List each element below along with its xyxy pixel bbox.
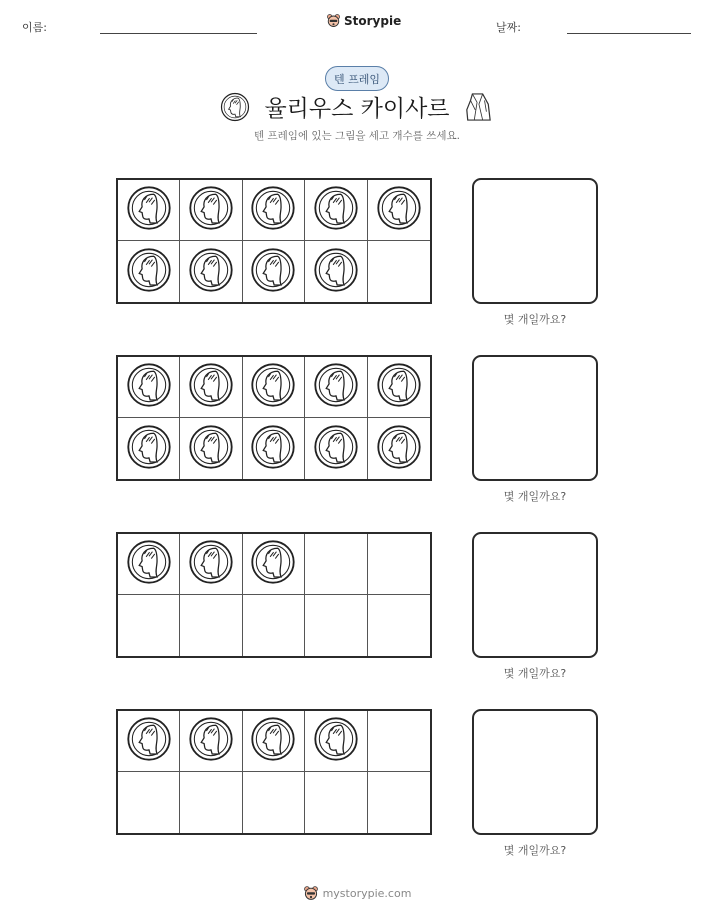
storypie-mascot-icon [326, 13, 341, 28]
ten-frame-1 [116, 178, 432, 304]
ten-frame-cell [180, 180, 242, 241]
ten-frame-cell [118, 711, 180, 772]
ten-frame-cell [243, 418, 305, 479]
ten-frame-cell [243, 241, 305, 302]
ten-frame-cell [118, 534, 180, 595]
caesar-coin-icon [250, 362, 296, 412]
ten-frame-cell [368, 534, 430, 595]
ten-frame-cell [243, 595, 305, 656]
caesar-coin-icon [188, 185, 234, 235]
caesar-coin-icon [313, 185, 359, 235]
ten-frame-cell [368, 241, 430, 302]
ten-frame-cell [305, 357, 367, 418]
ten-frame-cell [368, 418, 430, 479]
ten-frame-cell [180, 357, 242, 418]
ten-frame-cell [243, 180, 305, 241]
caesar-coin-icon [250, 539, 296, 589]
question-label-2: 몇 개일까요? [503, 490, 567, 503]
ten-frame-cell [305, 772, 367, 833]
ten-frame-cell [243, 357, 305, 418]
ten-frame-cell [368, 711, 430, 772]
ten-frame-cell [368, 180, 430, 241]
ten-frame-cell [180, 418, 242, 479]
ten-frame-cell [243, 534, 305, 595]
ten-frame-cell [368, 772, 430, 833]
caesar-coin-icon [126, 424, 172, 474]
date-label: 날짜: [496, 21, 521, 34]
caesar-coin-icon [376, 362, 422, 412]
ten-frame-cell [180, 595, 242, 656]
caesar-coin-icon [313, 247, 359, 297]
caesar-coin-icon [126, 362, 172, 412]
answer-box-4[interactable] [472, 709, 598, 835]
ten-frame-4 [116, 709, 432, 835]
ten-frame-cell [368, 357, 430, 418]
caesar-coin-icon [126, 185, 172, 235]
ten-frame-cell [118, 357, 180, 418]
question-label-1: 몇 개일까요? [503, 313, 567, 326]
ten-frame-cell [118, 772, 180, 833]
topic-tag: 텐 프레임 [325, 66, 389, 91]
brand-name: Storypie [344, 13, 402, 28]
caesar-coin-icon [188, 716, 234, 766]
storypie-logo [326, 13, 401, 28]
caesar-coin-icon [376, 424, 422, 474]
ten-frame-cell [118, 418, 180, 479]
caesar-coin-icon [376, 185, 422, 235]
ten-frame-cell [305, 711, 367, 772]
caesar-coin-icon [188, 424, 234, 474]
ten-frame-cell [305, 180, 367, 241]
ten-frame-cell [243, 711, 305, 772]
ten-frame-cell [118, 180, 180, 241]
question-label-3: 몇 개일까요? [503, 667, 567, 680]
ten-frame-cell [305, 241, 367, 302]
instructions: 텐 프레임에 있는 그림을 세고 개수를 쓰세요. [254, 130, 460, 142]
ten-frame-cell [305, 595, 367, 656]
question-label-4: 몇 개일까요? [503, 844, 567, 857]
caesar-coin-icon [313, 424, 359, 474]
footer-url[interactable]: mystorypie.com [322, 886, 412, 900]
storypie-mascot-icon [303, 885, 319, 901]
footer [0, 885, 714, 901]
caesar-coin-icon [188, 247, 234, 297]
caesar-coin-icon [126, 539, 172, 589]
page-title: 율리우스 카이사르 [264, 96, 450, 122]
caesar-coin-icon [188, 539, 234, 589]
ten-frame-cell [118, 241, 180, 302]
caesar-coin-icon [250, 247, 296, 297]
caesar-coin-icon [188, 362, 234, 412]
ten-frame-cell [305, 534, 367, 595]
date-line[interactable] [567, 33, 691, 34]
name-line[interactable] [100, 33, 257, 34]
ten-frame-cell [118, 595, 180, 656]
ten-frame-cell [305, 418, 367, 479]
ten-frame-2 [116, 355, 432, 481]
ten-frame-cell [368, 595, 430, 656]
ten-frame-cell [180, 711, 242, 772]
name-label: 이름: [22, 21, 47, 34]
ten-frame-cell [180, 534, 242, 595]
answer-box-2[interactable] [472, 355, 598, 481]
answer-box-1[interactable] [472, 178, 598, 304]
caesar-coin-icon [313, 716, 359, 766]
answer-box-3[interactable] [472, 532, 598, 658]
caesar-coin-icon [126, 247, 172, 297]
caesar-coin-icon [126, 716, 172, 766]
caesar-coin-icon [250, 185, 296, 235]
caesar-coin-icon [250, 424, 296, 474]
ten-frame-cell [243, 772, 305, 833]
ten-frame-cell [180, 241, 242, 302]
caesar-coin-icon [250, 716, 296, 766]
caesar-coin-icon [313, 362, 359, 412]
ten-frame-cell [180, 772, 242, 833]
ten-frame-3 [116, 532, 432, 658]
toga-icon [464, 91, 492, 123]
